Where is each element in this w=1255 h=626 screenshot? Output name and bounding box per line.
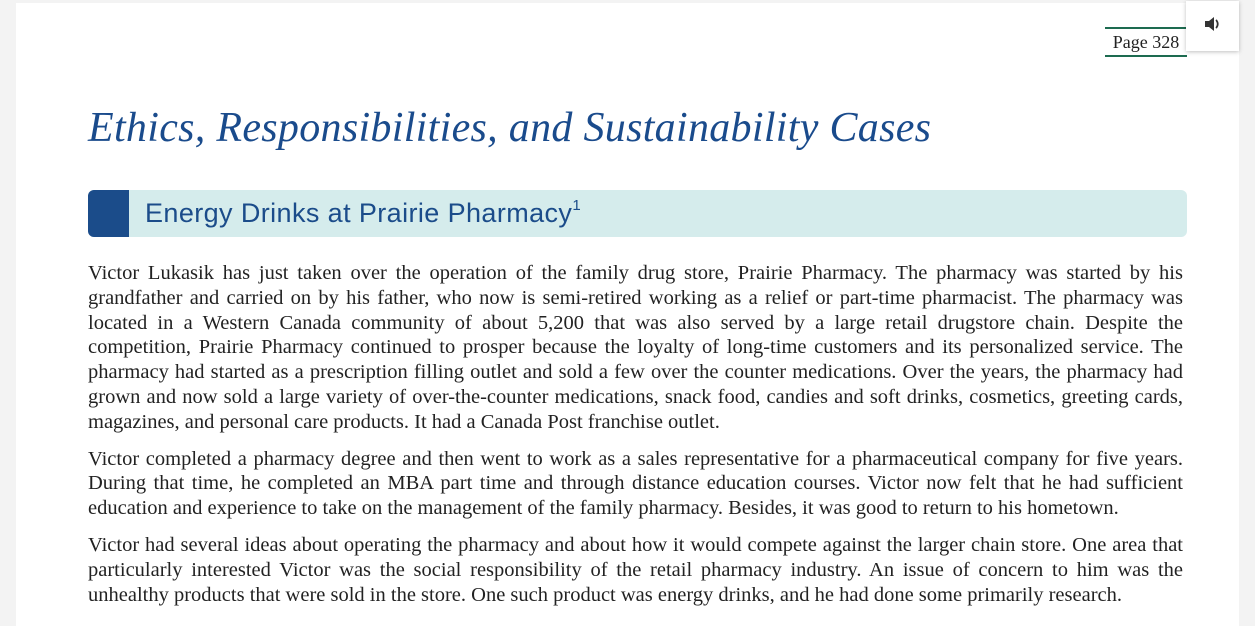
banner-accent-block — [88, 190, 129, 237]
case-title-text: Energy Drinks at Prairie Pharmacy — [145, 198, 573, 228]
footnote-marker[interactable]: 1 — [572, 197, 582, 214]
page-number: Page 328 — [1105, 27, 1187, 57]
chapter-title: Ethics, Responsibilities, and Sustainability Cases — [88, 105, 932, 151]
paragraph: Victor completed a pharmacy degree and then went to work as a sales representative for a pharmaceutical company for five years. During that time, he completed an MBA part time and through distance education courses. Victor now felt that he had sufficient education and experience to take on the management of the family pharmacy. Besides, it was good to return to his hometown. — [88, 447, 1183, 520]
case-title-banner — [88, 190, 1187, 237]
case-body — [88, 261, 1183, 619]
audio-button[interactable] — [1186, 1, 1239, 51]
paragraph: Victor Lukasik has just taken over the operation of the family drug store, Prairie Pharmacy. The pharmacy was started by his grandfather and carried on by his father, who now is semi-retired working as a relief or part-time pharmacist. The pharmacy was located in a Western Canada community of about 5,200 that was also served by a large retail drugstore chain. Despite the competition, Prairie Pharmacy continued to prosper because the loyalty of long-time customers and its personalized service. The pharmacy had started as a prescription filling outlet and sold a few over the counter medications. Over the years, the pharmacy had grown and now sold a large variety of over-the-counter medications, snack food, candies and soft drinks, cosmetics, greeting cards, magazines, and personal care products. It had a Canada Post franchise outlet. — [88, 262, 1183, 433]
speaker-icon — [1204, 16, 1222, 37]
paragraph: Victor had several ideas about operating the pharmacy and about how it would compete against the larger chain store. One area that particularly interested Victor was the social responsibility of the retail pharmacy industry. An issue of concern to him was the unhealthy products that were sold in the store. One such product was energy drinks, and he had done some primarily research. — [88, 533, 1183, 606]
case-title — [145, 190, 581, 237]
